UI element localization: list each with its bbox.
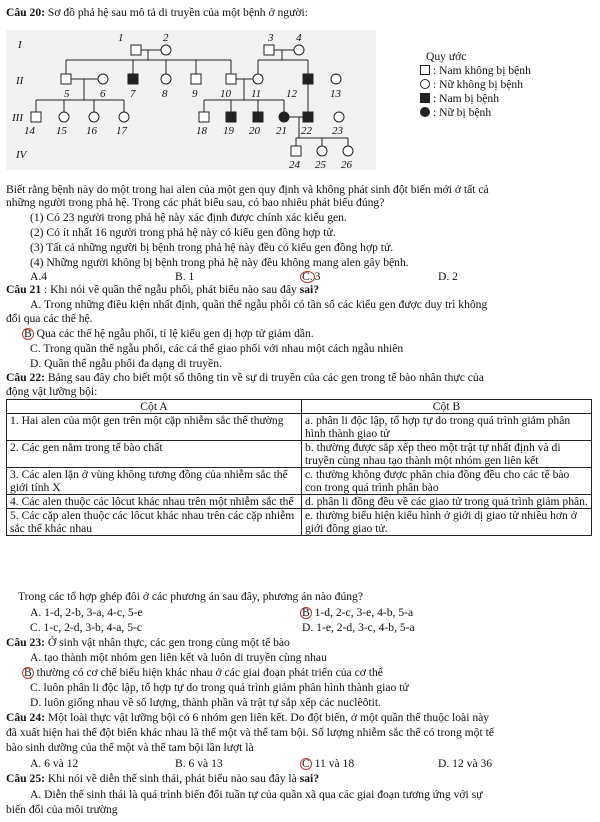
q20-statement-3: (3) Tất cả những người bị bệnh trong phả hệ này đều có kiểu gen đồng hợp tử. <box>30 241 394 254</box>
svg-text:15: 15 <box>56 125 67 137</box>
filled-circle-icon <box>420 107 430 117</box>
table-row: 5. Các cặp alen thuộc các lôcut khác nhau trên các cặp nhiễm sắc thể khác nhau e. thường biểu hiện kiểu hình ở giới dị giao tử nhiều hơn ở giới đồng giao tử. <box>7 509 592 536</box>
q21-option-c: C. Trong quần thể ngẫu phối, các cá thể giao phối với nhau một cách ngẫu nhiên <box>30 342 404 355</box>
individual-25 <box>317 146 327 156</box>
individual-10 <box>226 74 236 84</box>
q22-option-c: C. 1-c, 2-d, 3-b, 4-a, 5-c <box>30 621 143 634</box>
svg-text:7: 7 <box>130 88 136 100</box>
individual-19 <box>226 112 236 122</box>
q21-option-a-line2: đổi qua các thế hệ. <box>6 312 93 325</box>
individual-18 <box>199 112 209 122</box>
svg-text:12: 12 <box>286 88 297 100</box>
svg-text:20: 20 <box>249 125 260 137</box>
individual-21 <box>279 112 289 122</box>
q24-line1: Câu 24: Một loài thực vật lưỡng bội có 6 nhóm gen liên kết. Do đột biến, ở một quần thể thuộc loài này <box>6 711 490 724</box>
q25-option-a-line2: biến đổi của môi trường <box>6 803 118 816</box>
gen-label-IV: IV <box>16 149 27 161</box>
q22-option-d: D. 1-e, 2-d, 3-c, 4-b, 5-a <box>302 621 415 634</box>
q20-statement-1: (1) Có 23 người trong phả hệ này xác định được chính xác kiểu gen. <box>30 211 347 224</box>
svg-text:3: 3 <box>268 32 274 44</box>
q20-option-a: A.4 <box>30 270 48 283</box>
q24-option-a: A. 6 và 12 <box>30 757 79 770</box>
individual-5 <box>61 74 71 84</box>
individual-13 <box>331 74 341 84</box>
q25-option-a-line1: A. Diễn thế sinh thái là quá trình biến đổi tuần tự của quần xã qua các giai đoạn tương ứng với sự <box>30 788 483 801</box>
individual-2 <box>161 45 171 55</box>
svg-text:10: 10 <box>220 88 231 100</box>
q24-option-b: B. 6 và 13 <box>175 757 223 770</box>
q24-option-c: C 11 và 18 <box>302 757 355 770</box>
svg-text:25: 25 <box>315 159 326 170</box>
q25-stem: Câu 25: Khi nói về diễn thế sinh thái, phát biểu nào sau đây là sai? <box>6 772 320 785</box>
individual-9 <box>191 74 201 84</box>
svg-text:16: 16 <box>86 125 97 137</box>
svg-text:22: 22 <box>301 125 312 137</box>
q22-table <box>6 399 592 536</box>
individual-12 <box>303 74 313 84</box>
individual-11 <box>253 74 263 84</box>
q22-option-a: A. 1-d, 2-b, 3-a, 4-c, 5-e <box>30 606 143 619</box>
individual-16 <box>89 112 99 122</box>
individual-4 <box>294 45 304 55</box>
square-icon <box>420 65 430 75</box>
q20-statement-4: (4) Những người không bị bệnh trong phả hệ này đều không mang alen gây bệnh. <box>30 256 409 269</box>
legend <box>420 50 531 120</box>
individual-3 <box>264 45 274 55</box>
svg-text:9: 9 <box>192 88 198 100</box>
q20-option-b: B. 1 <box>175 270 195 283</box>
legend-item-female-affected: : Nữ bị bệnh <box>420 106 531 120</box>
q20-label: Câu 20: <box>6 6 45 19</box>
q21-option-a-line1: A. Trong những điều kiện nhất định, quần thể ngẫu phối có tần số các kiểu gen được duy trì không <box>30 298 488 311</box>
table-row: 1. Hai alen của một gen trên một cặp nhiễm sắc thể thường a. phân li độc lập, tổ hợp tự do trong quá trình giảm phân hình thành giao tử <box>7 414 592 441</box>
filled-square-icon <box>420 93 430 103</box>
table-header-row: Cột A Cột B <box>7 400 592 414</box>
individual-22 <box>303 112 313 122</box>
svg-text:4: 4 <box>296 32 302 44</box>
q23-option-d: D. luôn giống nhau về số lượng, thành phần và trật tự sắp xếp các nuclêôtit. <box>30 696 381 709</box>
legend-title: Quy ước <box>426 50 467 63</box>
svg-text:23: 23 <box>332 125 343 137</box>
legend-item-male-healthy: : Nam không bị bệnh <box>420 64 531 78</box>
q23-stem: Câu 23: Ở sinh vật nhân thực, các gen trong cùng một tế bào <box>6 636 290 649</box>
svg-text:11: 11 <box>251 88 262 100</box>
svg-text:14: 14 <box>24 125 35 137</box>
q20-option-d: D. 2 <box>438 270 458 283</box>
individual-14 <box>31 112 41 122</box>
legend-item-female-healthy: : Nữ không bị bệnh <box>420 78 531 92</box>
q21-stem: Câu 21 : Khi nói về quần thể ngẫu phối, phát biểu nào sau đây sai? <box>6 283 320 296</box>
legend-item-male-affected: : Nam bị bệnh <box>420 92 531 106</box>
gen-label-I: I <box>18 39 22 51</box>
q22-stem-line1: Câu 22: Bảng sau đây cho biết một số thông tin về sự di truyền của các gen trong tế bào nhân thực của <box>6 371 484 384</box>
q21-option-d: D. Quần thể ngẫu phối đa dạng di truyền. <box>30 357 222 370</box>
pedigree-chart <box>6 30 376 170</box>
gen-label-II: II <box>16 75 24 87</box>
svg-text:17: 17 <box>116 125 127 137</box>
svg-text:5: 5 <box>64 88 70 100</box>
q24-line2: đã xuất hiện hai thể đột biến khác nhau là thể một và thể tam bội. Số lượng nhiễm sắc thể có trong một tế <box>6 726 494 739</box>
q23-option-b: B thường có cơ chế biểu hiện khác nhau ở các giai đoạn phát triển của cơ thể <box>24 666 383 679</box>
q20-stem <box>6 6 308 19</box>
individual-15 <box>59 112 69 122</box>
svg-text:18: 18 <box>196 125 207 137</box>
circle-icon <box>420 79 430 89</box>
svg-text:13: 13 <box>330 88 341 100</box>
svg-text:6: 6 <box>100 88 106 100</box>
table-row: 3. Các alen lặn ở vùng không tương đồng của nhiễm sắc thể giới tính X c. thường không được phân chia đồng đều cho các tế bào con trong quá trình phân bào <box>7 468 592 495</box>
individual-26 <box>343 146 353 156</box>
table-row: 2. Các gen nằm trong tế bào chất b. thường được sắp xếp theo một trật tự nhất định và di truyền cùng nhau tạo thành một nhóm gen liên kết <box>7 441 592 468</box>
q20-text: Sơ đồ phả hệ sau mô tả di truyền của một bệnh ở người: <box>47 6 308 19</box>
svg-text:26: 26 <box>341 159 352 170</box>
q20-para2: những người trong phả hệ. Trong các phát biểu sau, có bao nhiêu phát biểu đúng? <box>6 196 385 209</box>
svg-text:2: 2 <box>163 32 169 44</box>
q24-line3: bào sinh dưỡng của thể một và thể tam bội lần lượt là <box>6 741 254 754</box>
q22-stem-line2: động vật lưỡng bội: <box>6 385 98 398</box>
q20-statement-2: (2) Có ít nhất 16 người trong phả hệ này có kiểu gen đồng hợp tử. <box>30 226 336 239</box>
q23-option-c: C. luôn phân li độc lập, tổ hợp tự do trong quá trình giảm phân hình thành giao tử <box>30 681 409 694</box>
gen-label-III: III <box>12 112 23 124</box>
svg-text:24: 24 <box>289 159 300 170</box>
svg-text:8: 8 <box>162 88 168 100</box>
individual-6 <box>98 74 108 84</box>
q22-question: Trong các tổ hợp ghép đôi ở các phương án sau đây, phương án nào đúng? <box>18 590 364 603</box>
individual-17 <box>119 112 129 122</box>
q23-option-a: A. tạo thành một nhóm gen liên kết và luôn di truyền cùng nhau <box>30 651 327 664</box>
svg-text:21: 21 <box>276 125 287 137</box>
q22-option-b: B 1-d, 2-c, 3-e, 4-b, 5-a <box>302 606 414 619</box>
q21-option-b: B Qua các thế hệ ngẫu phối, tỉ lệ kiểu gen dị hợp tử giảm dần. <box>24 327 314 340</box>
individual-20 <box>253 112 263 122</box>
individual-1 <box>131 45 141 55</box>
q24-option-d: D. 12 và 36 <box>438 757 493 770</box>
individual-24 <box>291 146 301 156</box>
individual-8 <box>161 74 171 84</box>
table-row: 4. Các alen thuộc các lôcut khác nhau trên một nhiễm sắc thể d. phân li đồng đều về các giao tử trong quá trình giảm phân. <box>7 495 592 509</box>
q20-para1: Biết rằng bệnh này do một trong hai alen của một gen quy định và không phát sinh đột biến mới ở tất cả <box>6 183 489 196</box>
svg-text:1: 1 <box>118 32 124 44</box>
individual-7 <box>128 74 138 84</box>
individual-23 <box>334 112 344 122</box>
svg-text:19: 19 <box>223 125 234 137</box>
q20-option-c: C. 3 <box>302 270 321 283</box>
